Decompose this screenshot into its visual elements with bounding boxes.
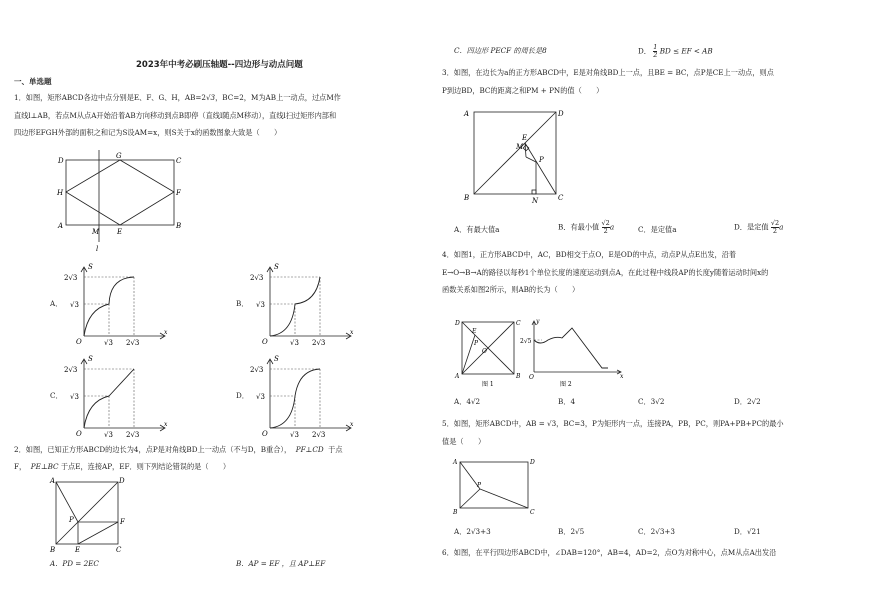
q1-root3: √3: [205, 93, 216, 102]
q3-optB-fraction: [602, 220, 610, 235]
q3-square-figure: [462, 104, 572, 204]
q2-optD-pre: D．: [638, 46, 651, 56]
q2-label-C: C: [116, 546, 122, 554]
q1-label-H: H: [57, 189, 64, 197]
q3-option-B[interactable]: [558, 220, 614, 235]
q4-line2: E→O→B→A的路径以每秒1个单位长度的速度运动到点A，在此过程中线段AP的长度y随着运动时间x的: [442, 268, 769, 277]
q1-A-y2: √3: [70, 301, 79, 309]
q2-label-P: P: [69, 516, 74, 524]
q1-label-G: G: [116, 152, 122, 160]
q1-label-C: C: [176, 157, 182, 165]
q2-option-D[interactable]: [638, 44, 713, 59]
q2-label-B: B: [50, 546, 56, 554]
q3-optB-frac-den: 2: [603, 227, 608, 235]
q5-label-C: C: [530, 509, 535, 516]
q4-label-C: C: [516, 320, 521, 327]
q3-line1: 3．如图，在边长为a的正方形ABCD中，E是对角线BD上一点，且BE = BC，点P是CE上一动点，则点: [442, 68, 774, 77]
q1-D-x1: √3: [290, 431, 299, 439]
document-title: 2023年中考必刷压轴题--四边形与动点问题: [136, 60, 303, 70]
q4-option-A[interactable]: A．4√2: [454, 397, 481, 406]
q5-option-C[interactable]: C．2√3+3: [638, 527, 676, 536]
q4-option-D[interactable]: D．2√2: [734, 397, 761, 406]
q1-curve-D: [270, 369, 320, 428]
q2-line2: [14, 462, 230, 472]
q2-line2-a: F，: [14, 462, 27, 471]
q1-option-D[interactable]: D．: [236, 391, 249, 400]
q1-label-A: A: [58, 222, 64, 230]
q1-C-x: x: [164, 421, 168, 428]
q3-label-D: D: [558, 110, 564, 118]
q1-B-y2: √3: [256, 301, 265, 309]
q1-B-x1: √3: [290, 339, 299, 347]
q1-label-E: E: [117, 228, 123, 236]
q1-C-x1: √3: [104, 431, 113, 439]
q4-label-A: A: [455, 373, 460, 380]
q1-option-A[interactable]: A．: [50, 299, 63, 308]
q1-D-x: x: [350, 421, 354, 428]
q1-D-O: O: [262, 430, 268, 438]
q3-label-N: N: [532, 197, 539, 205]
q2-line1-b: 于点: [328, 445, 343, 454]
q5-option-B[interactable]: B．2√5: [558, 527, 585, 536]
q2-optD-frac-den: 2: [653, 51, 658, 59]
q5-label-P: P: [477, 482, 482, 489]
q1-C-x2: 2√3: [126, 431, 140, 439]
q2-square-figure: [50, 476, 140, 556]
q1-B-x: x: [350, 329, 354, 336]
q3-label-M: M: [516, 143, 524, 151]
q5-label-A: A: [453, 459, 458, 466]
q1-B-O: O: [262, 338, 268, 346]
q2-optD-frac-num: 1: [653, 43, 658, 51]
q1-B-x2: 2√3: [312, 339, 326, 347]
q4-option-C[interactable]: C．3√2: [638, 397, 665, 406]
q3-optD-fraction: [771, 220, 779, 235]
q1-graph-C: [64, 355, 174, 439]
q5-line2: 值是（ ）: [442, 437, 486, 446]
q4-fig2-caption: 图 2: [560, 381, 572, 388]
q6-line1: 6．如图，在平行四边形ABCD中，∠DAB=120°，AB=4，AD=2，点O为对称中心，点M从点A出发沿: [442, 548, 777, 557]
q3-optD-frac-den: 2: [772, 227, 778, 235]
q2-label-D: D: [119, 477, 125, 485]
q4-label-P: P: [474, 340, 479, 347]
q1-graph-B: [250, 263, 360, 347]
q1-rect: [66, 160, 174, 225]
q2-option-B[interactable]: B．AP = EF ，且 AP⊥EF: [236, 559, 326, 568]
q2-option-A[interactable]: A．PD = 2EC: [50, 559, 99, 568]
q1-label-B: B: [176, 222, 182, 230]
q2-line1-a: 2．如图，已知正方形ABCD的边长为4，点P是对角线BD上一动点（不与D，B重合），: [14, 445, 292, 454]
q4-line1: 4．如图1，正方形ABCD中，AC，BD相交于点O，E是OD的中点，动点P从点E出发，沿着: [442, 250, 737, 259]
q1-B-S: S: [274, 263, 279, 271]
q1-line2: 直线l⊥AB，若点M从点A开始沿着AB方向移动到点B即停（直线l随点M移动），直线l扫过矩形内部和: [14, 111, 337, 120]
q3-label-B: B: [464, 194, 470, 202]
q1-C-y2: √3: [70, 393, 79, 401]
q4-graph-O: O: [529, 374, 534, 381]
q1-A-x2: 2√3: [126, 339, 140, 347]
q4-option-B[interactable]: B．4: [558, 397, 576, 406]
q4-figure-1: [454, 316, 524, 388]
q5-label-D: D: [530, 459, 535, 466]
q1-D-S: S: [274, 355, 279, 363]
q1-A-O: O: [76, 338, 82, 346]
q3-label-P: P: [539, 156, 544, 164]
q4-graph-x: x: [620, 373, 624, 380]
q3-optD-var: a: [779, 222, 784, 232]
q3-label-A: A: [464, 110, 470, 118]
q1-label-l: l: [96, 245, 99, 253]
q4-label-E: E: [472, 328, 477, 335]
q3-option-A[interactable]: A．有最大值a: [454, 225, 500, 234]
q5-option-D[interactable]: D．√21: [734, 527, 761, 536]
q2-cond1: PF⊥CD: [295, 445, 324, 454]
q1-label-M: M: [92, 228, 100, 236]
q2-label-A: A: [50, 477, 56, 485]
q3-option-D[interactable]: [734, 220, 783, 235]
q1-C-y1: 2√3: [64, 366, 78, 374]
q2-option-C[interactable]: C．四边形 PECF 的周长是8: [454, 46, 547, 55]
q5-label-B: B: [453, 509, 458, 516]
q1-line1: [14, 93, 341, 103]
q5-option-A[interactable]: A．2√3+3: [454, 527, 491, 536]
q1-curve-B: [270, 277, 320, 336]
q1-A-S: S: [88, 263, 93, 271]
q1-D-y2: √3: [256, 393, 265, 401]
q1-D-y1: 2√3: [250, 366, 264, 374]
q1-A-x1: √3: [104, 339, 113, 347]
q1-line1-b: ，BC=2，M为AB上一动点，过点M作: [215, 93, 341, 102]
q4-graph-y0: 2√5: [520, 338, 532, 345]
q3-label-E: E: [522, 134, 528, 142]
q2-cond2: PE⊥BC: [30, 462, 59, 471]
q1-label-D: D: [58, 157, 64, 165]
q4-figure-2: [520, 316, 630, 388]
q1-curve-A: [84, 277, 134, 336]
q5-line1: 5．如图，矩形ABCD中，AB = √3，BC=3，P为矩形内一点，连接PA，PB，PC，则PA+PB+PC的最小: [442, 419, 784, 428]
q4-label-D: D: [455, 320, 460, 327]
q2-line1: [14, 445, 343, 455]
q3-label-C: C: [558, 194, 564, 202]
q4-label-O: O: [482, 348, 487, 355]
q3-optD-frac-num: √2: [770, 219, 780, 227]
q3-optB-frac-num: √2: [601, 219, 610, 227]
q2-optD-fraction: [653, 44, 657, 59]
q2-label-F: F: [120, 518, 125, 526]
q3-optD-pre: D．是定值: [734, 222, 769, 232]
q1-option-B[interactable]: B．: [236, 299, 249, 308]
q3-optB-pre: B．有最小值: [558, 222, 600, 232]
q3-line2: P到边BD，BC的距离之和PM + PN的值（ ）: [442, 86, 604, 95]
q1-option-C[interactable]: C．: [50, 391, 63, 400]
q1-A-y1: 2√3: [64, 274, 78, 282]
q1-rectangle-figure: [30, 150, 190, 260]
q1-graph-D: [250, 355, 360, 439]
q4-label-B: B: [516, 373, 521, 380]
q1-label-F: F: [176, 189, 181, 197]
q1-line1-a: 1．如图，矩形ABCD各边中点分别是E、F、G、H，AB=2: [14, 93, 206, 102]
q1-curve-C: [84, 369, 134, 428]
q2-optD-post: BD ≤ EF < AB: [659, 46, 713, 56]
q3-option-C[interactable]: C．是定值a: [638, 225, 677, 234]
q1-line3: 四边形EFGH外部的面积之和记为S设AM=x，则S关于x的函数图象大致是（ ）: [14, 128, 282, 137]
q4-line3: 函数关系如图2所示，则AB的长为（ ）: [442, 285, 580, 294]
q2-line2-b: 于点E，连接AP，EF．则下列结论错误的是（ ）: [60, 462, 231, 471]
q1-C-S: S: [88, 355, 93, 363]
q1-rhombus: [66, 160, 174, 225]
q4-graph-curve: [534, 328, 608, 368]
q4-graph-y: y: [536, 318, 540, 325]
q5-rectangle-figure: [452, 456, 542, 518]
q1-B-y1: 2√3: [250, 274, 264, 282]
q4-fig1-caption: 图 1: [482, 381, 494, 388]
q1-D-x2: 2√3: [312, 431, 326, 439]
q1-A-x: x: [164, 329, 168, 336]
q3-optB-var: a: [609, 222, 615, 232]
section-heading: 一、单选题: [14, 77, 52, 86]
q2-label-E: E: [75, 546, 81, 554]
q1-graph-A: [64, 263, 174, 347]
q1-C-O: O: [76, 430, 82, 438]
